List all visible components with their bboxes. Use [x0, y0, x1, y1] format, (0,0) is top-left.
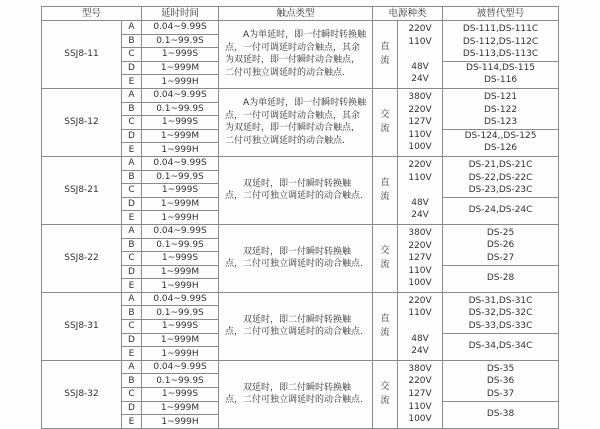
voltage-value: 380V: [408, 363, 432, 374]
delay-value: 0.04~9.99S: [142, 88, 219, 102]
variant-letter: E: [122, 415, 142, 429]
power-kind-char: 直: [380, 314, 390, 325]
table-row: [42, 21, 559, 35]
contact-text: A为单延时，即一付瞬时转换触点，一付可调延时动合触点，其余为双延时，即一付瞬时动合触点，二付可独立调延时的动合触点.: [225, 30, 367, 79]
delay-value: 1~999H: [142, 75, 219, 89]
contact-type-cell: [219, 224, 373, 292]
replaced-models-cell: [443, 88, 559, 156]
variant-letter: B: [122, 170, 142, 184]
power-kind-cell: [373, 88, 398, 156]
contact-text: 双延时，即二付瞬时转换触点，二付可独立调延时的动合触点.: [225, 382, 363, 406]
header-delay-time: 延时时间: [142, 7, 219, 21]
delay-value: 1~999S: [142, 252, 219, 266]
variant-letter: C: [122, 320, 142, 334]
voltage-value: 24V: [411, 74, 429, 85]
delay-value: 0.04~9.99S: [142, 21, 219, 35]
voltage-cell: [398, 88, 443, 156]
replaced-models-bottom: [443, 401, 558, 426]
model-cell: SSJ8-32: [42, 360, 122, 428]
voltage-value: 220V: [408, 240, 432, 251]
variant-letter: E: [122, 211, 142, 225]
replaced-model: DS-35: [486, 363, 515, 374]
variant-letter: E: [122, 143, 142, 157]
contact-text: 双延时，即一付瞬时转换触点，二付可独立调延时的动合触点.: [225, 178, 363, 202]
table-row: [42, 360, 559, 374]
replaced-model: DS-23,DS-23C: [468, 185, 533, 196]
model-cell: SSJ8-31: [42, 292, 122, 360]
voltage-value: 110V: [408, 36, 432, 47]
power-kind-char: 直: [380, 178, 390, 189]
table-row: [42, 156, 559, 170]
variant-letter: D: [122, 401, 142, 415]
model-cell: SSJ8-21: [42, 156, 122, 224]
variant-letter: E: [122, 279, 142, 293]
delay-value: 1~999H: [142, 347, 219, 361]
voltage-value: 48V: [411, 61, 429, 72]
delay-value: 1~999S: [142, 388, 219, 402]
power-kind-char: 流: [380, 396, 390, 407]
variant-letter: A: [122, 88, 142, 102]
delay-value: 0.1~99.9S: [142, 170, 219, 184]
power-kind-char: 直: [380, 42, 390, 53]
voltage-value: 127V: [408, 117, 432, 128]
replaced-model: DS-116: [483, 74, 518, 85]
voltage-value: 24V: [411, 210, 429, 221]
replaced-model: DS-33,DS-33C: [468, 321, 533, 332]
delay-value: 0.1~99.9S: [142, 34, 219, 48]
variant-letter: A: [122, 156, 142, 170]
contact-type-cell: [219, 88, 373, 156]
voltage-value: 380V: [408, 227, 432, 238]
voltage-value: 100V: [408, 278, 432, 289]
replaced-model: DS-113,DS-113C: [462, 49, 539, 60]
variant-letter: E: [122, 347, 142, 361]
replaced-model: DS-31,DS-31C: [468, 295, 533, 306]
voltage-value: 127V: [408, 253, 432, 264]
variant-letter: C: [122, 48, 142, 62]
table-row: [42, 88, 559, 102]
variant-letter: C: [122, 252, 142, 266]
voltage-value: 220V: [408, 376, 432, 387]
replaced-model: DS-24,DS-24C: [468, 204, 533, 215]
variant-letter: B: [122, 102, 142, 116]
variant-letter: D: [122, 333, 142, 347]
replaced-models-top: [443, 363, 558, 401]
variant-letter: B: [122, 374, 142, 388]
delay-value: 0.1~99.9S: [142, 238, 219, 252]
voltage-value: [398, 184, 442, 197]
power-kind-cell: [373, 292, 398, 360]
replaced-model: DS-121: [483, 91, 518, 102]
replaced-model: DS-26: [486, 240, 515, 251]
delay-value: 1~999M: [142, 401, 219, 415]
table-row: [42, 292, 559, 306]
replaced-model: DS-22,DS-22C: [468, 172, 533, 183]
variant-letter: B: [122, 238, 142, 252]
voltage-value: 48V: [411, 197, 429, 208]
replaced-models-cell: [443, 224, 559, 292]
variant-letter: C: [122, 184, 142, 198]
variant-letter: A: [122, 224, 142, 238]
table-row: [42, 224, 559, 238]
variant-letter: D: [122, 61, 142, 75]
header-row: [42, 7, 559, 21]
variant-letter: D: [122, 265, 142, 279]
contact-text: 双延时，即二付瞬时转换触点，二付可独立调延时的动合触点.: [225, 314, 363, 338]
replaced-model: DS-32,DS-32C: [468, 308, 533, 319]
header-replaced-model: 被替代型号: [443, 7, 559, 21]
replaced-model: DS-124,,DS-125: [464, 130, 537, 141]
voltage-value: [398, 48, 442, 61]
power-kind-char: 交: [380, 246, 390, 257]
voltage-value: 100V: [408, 414, 432, 425]
replaced-model: DS-122: [483, 104, 518, 115]
voltage-value: 100V: [408, 142, 432, 153]
voltage-value: 48V: [411, 333, 429, 344]
variant-letter: D: [122, 129, 142, 143]
delay-value: 1~999H: [142, 211, 219, 225]
power-kind-char: 流: [380, 124, 390, 135]
variant-letter: A: [122, 292, 142, 306]
replaced-models-bottom: [443, 61, 558, 86]
model-cell: SSJ8-11: [42, 21, 122, 89]
replaced-model: DS-36: [486, 376, 515, 387]
variant-letter: C: [122, 388, 142, 402]
power-kind-char: 流: [380, 56, 390, 67]
power-kind-char: 交: [380, 382, 390, 393]
power-kind-cell: [373, 224, 398, 292]
voltage-value: 380V: [408, 91, 432, 102]
contact-type-cell: [219, 156, 373, 224]
replaced-models-top: [443, 91, 558, 129]
power-kind-char: 流: [380, 328, 390, 339]
voltage-value: 220V: [408, 159, 432, 170]
delay-value: 1~999M: [142, 265, 219, 279]
delay-value: 1~999M: [142, 61, 219, 75]
voltage-cell: [398, 360, 443, 428]
replaced-model: DS-27: [486, 253, 515, 264]
replaced-models-top: [443, 23, 558, 61]
replaced-model: DS-38: [486, 408, 515, 419]
voltage-value: 220V: [408, 295, 432, 306]
replaced-models-top: [443, 159, 558, 197]
voltage-value: 110V: [408, 308, 432, 319]
replaced-model: DS-37: [486, 389, 515, 400]
delay-value: 0.1~99.9S: [142, 374, 219, 388]
delay-value: 0.04~9.99S: [142, 156, 219, 170]
voltage-value: 110V: [408, 265, 432, 276]
replaced-models-top: [443, 227, 558, 265]
voltage-value: 24V: [411, 346, 429, 357]
variant-letter: C: [122, 116, 142, 130]
header-contact-type: 触点类型: [219, 7, 373, 21]
replaced-models-bottom: [443, 265, 558, 290]
replaced-models-top: [443, 295, 558, 333]
header-model: 型号: [42, 7, 142, 21]
variant-letter: E: [122, 75, 142, 89]
model-cell: SSJ8-22: [42, 224, 122, 292]
delay-value: 1~999H: [142, 415, 219, 429]
delay-value: 1~999S: [142, 48, 219, 62]
variant-letter: D: [122, 197, 142, 211]
replaced-model: DS-28: [486, 272, 515, 283]
replaced-model: DS-34,DS-34C: [468, 340, 533, 351]
power-kind-char: 交: [380, 110, 390, 121]
voltage-cell: [398, 292, 443, 360]
replaced-models-cell: [443, 360, 559, 428]
variant-letter: B: [122, 306, 142, 320]
delay-value: 1~999S: [142, 116, 219, 130]
replaced-models-cell: [443, 156, 559, 224]
delay-value: 1~999H: [142, 279, 219, 293]
delay-value: 0.04~9.99S: [142, 292, 219, 306]
model-cell: SSJ8-12: [42, 88, 122, 156]
power-kind-cell: [373, 21, 398, 89]
delay-value: 0.1~99.9S: [142, 306, 219, 320]
replaced-model: DS-21,DS-21C: [468, 159, 533, 170]
replaced-models-bottom: [443, 197, 558, 222]
contact-text: A为单延时，即一付瞬时转换触点，一付可调延时动合触点，其余为双延时，即一付瞬时动合触点，二付可独立调延时的动合触点.: [225, 98, 367, 147]
power-kind-char: 流: [380, 260, 390, 271]
voltage-value: 110V: [408, 401, 432, 412]
voltage-value: 220V: [408, 104, 432, 115]
voltage-cell: [398, 21, 443, 89]
replaced-model: DS-111,DS-111C: [462, 23, 539, 34]
delay-value: 0.1~99.9S: [142, 102, 219, 116]
power-kind-char: 流: [380, 192, 390, 203]
contact-text: 双延时，即一付瞬时转换触点，二付可独立调延时的动合触点.: [225, 246, 363, 270]
variant-letter: A: [122, 21, 142, 35]
voltage-value: [398, 320, 442, 333]
variant-letter: A: [122, 360, 142, 374]
replaced-models-bottom: [443, 129, 558, 154]
power-kind-cell: [373, 360, 398, 428]
contact-type-cell: [219, 360, 373, 428]
replaced-model: DS-112,DS-112C: [462, 36, 539, 47]
delay-value: 0.04~9.99S: [142, 224, 219, 238]
delay-value: 1~999M: [142, 197, 219, 211]
voltage-cell: [398, 156, 443, 224]
replaced-model: DS-25: [486, 227, 515, 238]
delay-value: 1~999S: [142, 184, 219, 198]
replaced-models-cell: [443, 292, 559, 360]
voltage-value: 110V: [408, 129, 432, 140]
header-power-kind: 电源种类: [373, 7, 443, 21]
delay-value: 1~999M: [142, 333, 219, 347]
voltage-value: 220V: [408, 24, 432, 34]
contact-type-cell: [219, 21, 373, 89]
replaced-models-cell: [443, 21, 559, 89]
delay-value: 1~999H: [142, 143, 219, 157]
replaced-models-bottom: [443, 333, 558, 358]
contact-type-cell: [219, 292, 373, 360]
relay-spec-table: [41, 6, 559, 429]
voltage-cell: [398, 224, 443, 292]
replaced-model: DS-114,DS-115: [466, 62, 536, 73]
variant-letter: B: [122, 34, 142, 48]
delay-value: 1~999S: [142, 320, 219, 334]
voltage-value: 127V: [408, 389, 432, 400]
replaced-model: DS-126: [483, 142, 518, 153]
delay-value: 0.04~9.99S: [142, 360, 219, 374]
replaced-model: DS-123: [483, 117, 518, 128]
voltage-value: 110V: [408, 172, 432, 183]
delay-value: 1~999M: [142, 129, 219, 143]
power-kind-cell: [373, 156, 398, 224]
